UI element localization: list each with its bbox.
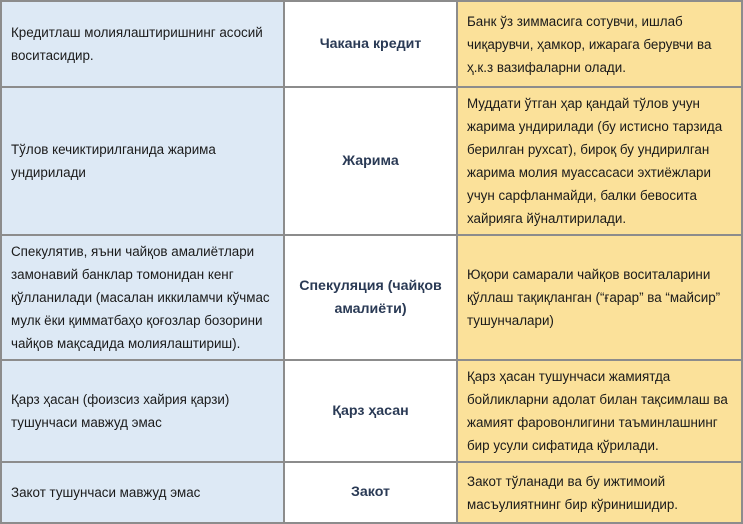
conventional-description: Спекулятив, яъни чайқов амалиётлари замонавий банклар томонидан кенг қўлланилади (масалан иккиламчи кўчмас мулк ёки қимматбаҳо қоғозлар бозорини чайқов мақсадида молиялаштириш). [1,235,284,360]
islamic-description: Банк ўз зиммасига сотувчи, ишлаб чиқарувчи, ҳамкор, ижарага берувчи ва ҳ.к.з вазифаларни олади. [457,1,742,87]
table-row [1,235,742,360]
conventional-description: Кредитлаш молиялаштиришнинг асосий воситасидир. [1,1,284,87]
table-row [1,360,742,462]
term-cell: Закот [284,462,457,523]
term-cell: Спекуляция (чайқов амалиёти) [284,235,457,360]
table-row [1,462,742,523]
conventional-description: Қарз ҳасан (фоизсиз хайрия қарзи) тушунчаси мавжуд эмас [1,360,284,462]
islamic-description: Қарз ҳасан тушунчаси жамиятда бойликларни адолат билан тақсимлаш ва жамият фаровонлигини таъминлашнинг бир усули сифатида қўрилади. [457,360,742,462]
term-cell: Чакана кредит [284,1,457,87]
term-cell: Қарз ҳасан [284,360,457,462]
term-cell: Жарима [284,87,457,235]
islamic-description: Юқори самарали чайқов воситаларини қўллаш тақиқланган (“ғарар” ва “майсир” тушунчалари) [457,235,742,360]
conventional-description: Закот тушунчаси мавжуд эмас [1,462,284,523]
islamic-description: Муддати ўтган ҳар қандай тўлов учун жарима ундирилади (бу истисно тарзида берилган рухсат), бироқ бу ундирилган жарима молия муассасаси эхтиёжлари учун сарфланмайди, балки бевосита хайрияга йўналтирилади. [457,87,742,235]
islamic-description: Закот тўланади ва бу ижтимоий масъулиятнинг бир кўринишидир. [457,462,742,523]
table-row [1,87,742,235]
table-row [1,1,742,87]
conventional-description: Тўлов кечиктирилганида жарима ундирилади [1,87,284,235]
